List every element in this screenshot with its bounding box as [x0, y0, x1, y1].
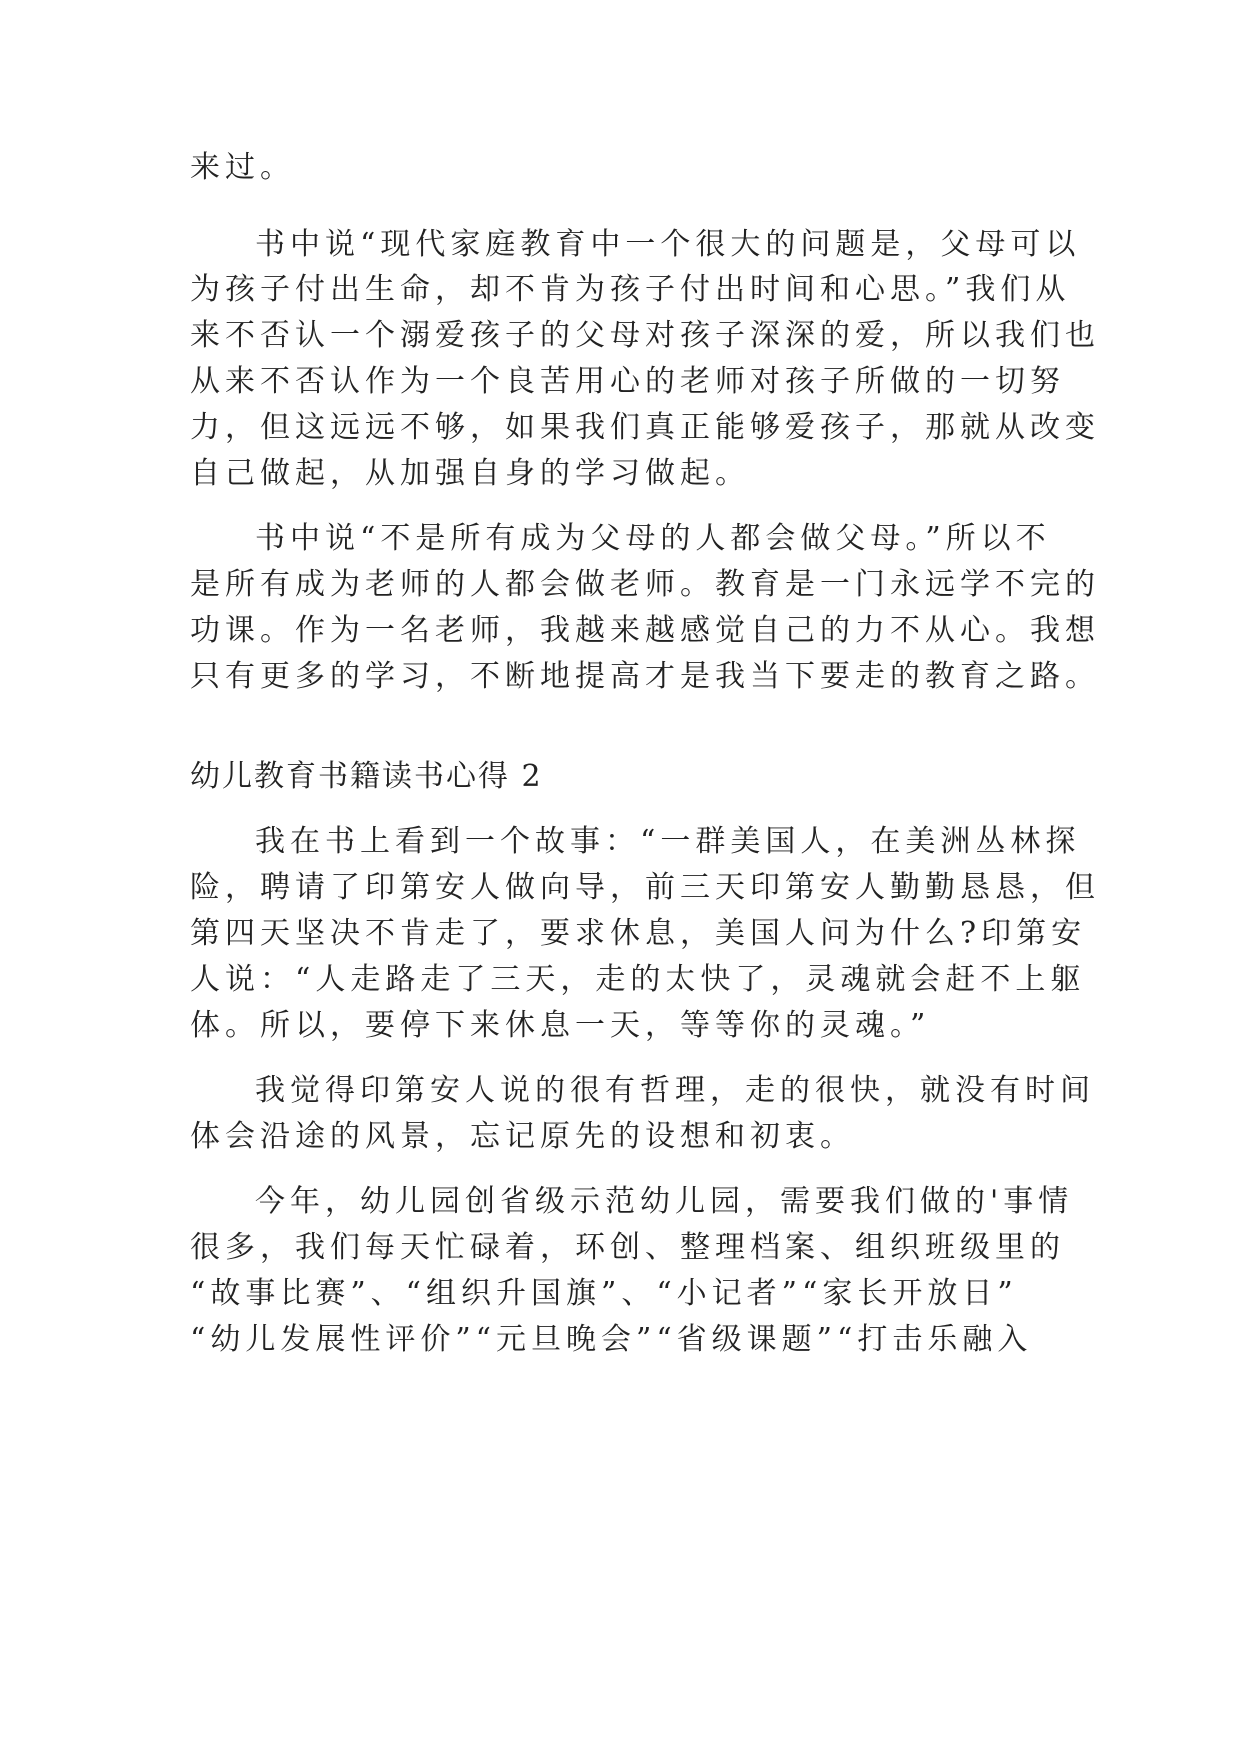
- paragraph-line: “故事比赛”、“组织升国旗”、“小记者”“家长开放日”: [190, 1276, 1018, 1311]
- paragraph-line: 功课。作为一名老师，我越来越感觉自己的力不从心。我想: [190, 613, 1100, 648]
- paragraph-line: 来过。: [190, 150, 295, 185]
- paragraph-line: 我觉得印第安人说的很有哲理，走的很快，就没有时间: [255, 1073, 1095, 1108]
- paragraph-line: 是所有成为老师的人都会做老师。教育是一门永远学不完的: [190, 567, 1100, 602]
- paragraph-line: 只有更多的学习，不断地提高才是我当下要走的教育之路。: [190, 659, 1100, 694]
- paragraph-line: 人说：“人走路走了三天，走的太快了，灵魂就会赶不上躯: [190, 962, 1086, 997]
- paragraph-line: 我在书上看到一个故事：“一群美国人，在美洲丛林探: [255, 824, 1081, 859]
- paragraph-line: 为孩子付出生命，却不肯为孩子付出时间和心思。”我们从: [190, 272, 1071, 307]
- paragraph-line: 今年，幼儿园创省级示范幼儿园，需要我们做的'事情: [255, 1184, 1074, 1219]
- section-heading: 幼儿教育书籍读书心得 2: [190, 759, 543, 794]
- paragraph-line: 书中说“不是所有成为父母的人都会做父母。”所以不: [255, 521, 1051, 556]
- paragraph-line: 书中说“现代家庭教育中一个很大的问题是，父母可以: [255, 227, 1081, 262]
- paragraph-line: 力，但这远远不够，如果我们真正能够爱孩子，那就从改变: [190, 410, 1100, 445]
- paragraph-line: 自己做起，从加强自身的学习做起。: [190, 456, 750, 491]
- paragraph-line: 险，聘请了印第安人做向导，前三天印第安人勤勤恳恳，但: [190, 870, 1100, 905]
- paragraph-line: 体会沿途的风景，忘记原先的设想和初衷。: [190, 1119, 855, 1154]
- paragraph-line: 从来不否认作为一个良苦用心的老师对孩子所做的一切努: [190, 364, 1065, 399]
- paragraph-line: 体。所以，要停下来休息一天，等等你的灵魂。”: [190, 1008, 931, 1043]
- paragraph-line: 来不否认一个溺爱孩子的父母对孩子深深的爱，所以我们也: [190, 318, 1100, 353]
- paragraph-line: 很多，我们每天忙碌着，环创、整理档案、组织班级里的: [190, 1230, 1065, 1265]
- paragraph-line: “幼儿发展性评价”“元旦晚会”“省级课题”“打击乐融入: [190, 1322, 1033, 1357]
- paragraph-line: 第四天坚决不肯走了，要求休息，美国人问为什么?印第安: [190, 916, 1087, 951]
